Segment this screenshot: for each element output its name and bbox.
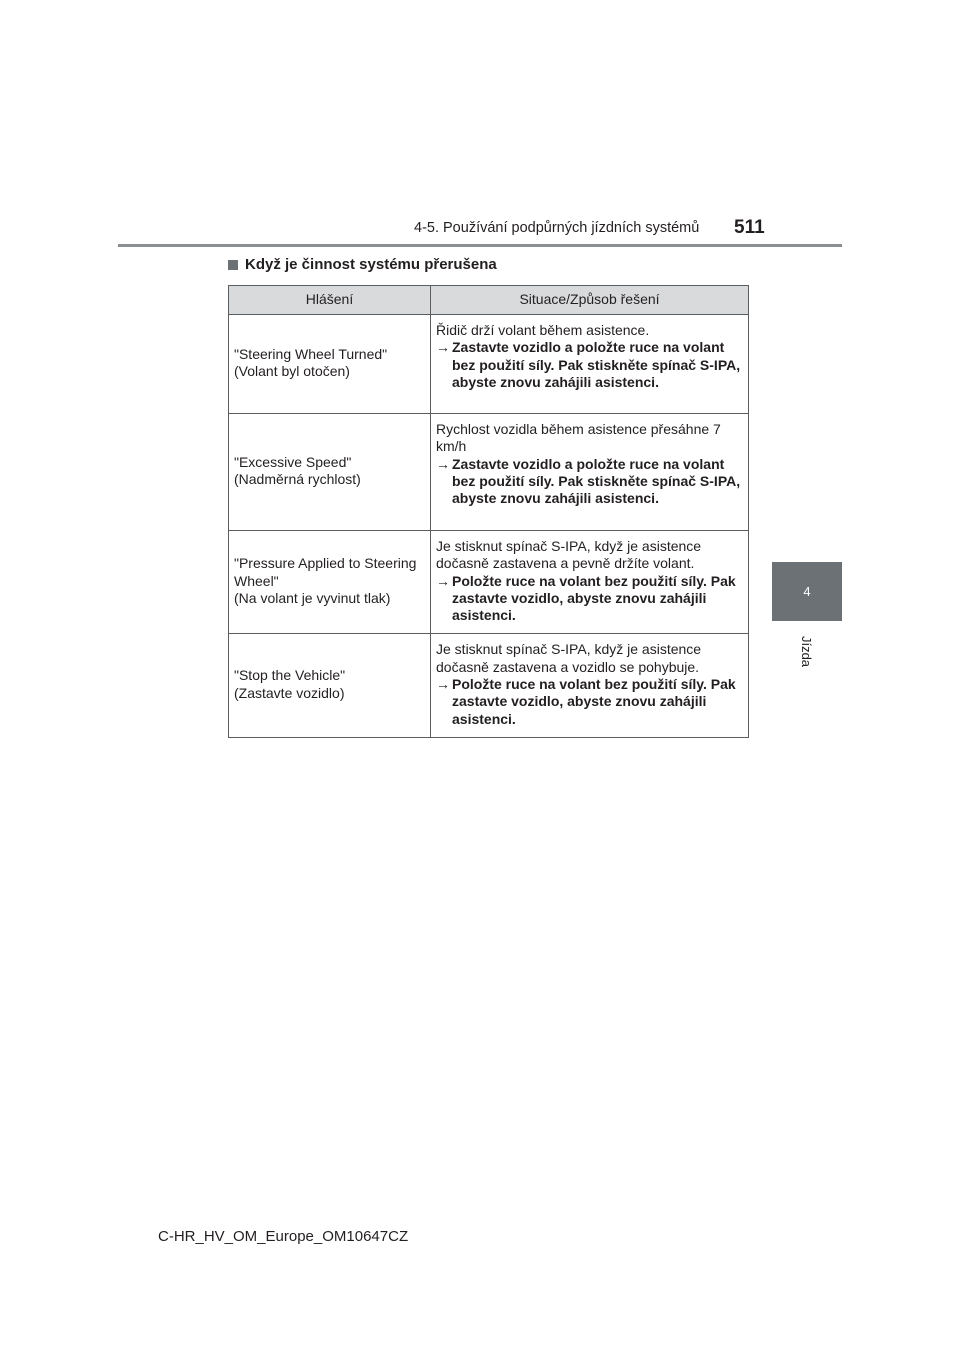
message-czech: (Na volant je vyvinut tlak) [234, 589, 391, 606]
solution-line [436, 676, 742, 728]
arrow-right-icon: → [436, 572, 450, 589]
solution-text: Zastavte vozidlo a položte ruce na volant bez použití síly. Pak stiskněte spínač S-IPA, abyste znovu zahájili asistenci. [452, 339, 741, 390]
section-heading-text: Když je činnost systému přerušena [245, 256, 497, 273]
chapter-number: 4 [803, 584, 811, 599]
situation-cell [431, 414, 749, 531]
section-heading [228, 256, 497, 273]
solution-text: Položte ruce na volant bez použití síly. Pak zastavte vozidlo, abyste znovu zahájili asistenci. [452, 572, 736, 624]
arrow-right-icon: → [436, 339, 450, 356]
message-cell [229, 634, 431, 737]
message-english: "Stop the Vehicle" [234, 667, 346, 684]
square-bullet-icon [228, 260, 238, 270]
column-header-message: Hlášení [229, 286, 431, 315]
document-code: C-HR_HV_OM_Europe_OM10647CZ [158, 1228, 409, 1245]
table-row [229, 414, 749, 531]
table-row [229, 315, 749, 414]
message-cell [229, 315, 431, 414]
arrow-right-icon: → [436, 455, 450, 472]
chapter-label [794, 631, 820, 671]
arrow-right-icon: → [436, 676, 450, 693]
message-english: "Steering Wheel Turned" [234, 345, 388, 362]
header-divider [118, 244, 842, 247]
message-czech: (Nadměrná rychlost) [234, 471, 361, 487]
message-english: "Excessive Speed" [234, 453, 352, 470]
column-header-situation: Situace/Způsob řešení [431, 286, 749, 315]
situation-text: Rychlost vozidla během asistence přesáhne 7 km/h [436, 421, 721, 455]
chapter-label-text: Jízda [799, 635, 815, 667]
situation-cell [431, 634, 749, 737]
page-number: 511 [734, 217, 765, 238]
solution-text: Zastavte vozidlo a položte ruce na volant bez použití síly. Pak stiskněte spínač S-IPA, abyste znovu zahájili asistenci. [452, 455, 741, 507]
situation-text: Řidič drží volant během asistence. [436, 322, 650, 338]
situation-cell [431, 315, 749, 414]
message-cell [229, 414, 431, 531]
table-row [229, 531, 749, 634]
solution-line [436, 456, 742, 508]
solution-line [436, 573, 742, 625]
message-cell [229, 531, 431, 634]
solution-line [436, 339, 742, 391]
situation-text: Je stisknut spínač S-IPA, když je asistence dočasně zastavena a pevně držíte volant. [436, 538, 702, 572]
message-english: "Pressure Applied to Steering Wheel" [234, 555, 417, 589]
chapter-tab[interactable] [772, 562, 842, 621]
message-table [228, 285, 749, 738]
table-header-row [229, 286, 749, 315]
message-czech: (Volant byl otočen) [234, 363, 350, 379]
message-czech: (Zastavte vozidlo) [234, 684, 345, 701]
solution-text: Položte ruce na volant bez použití síly. Pak zastavte vozidlo, abyste znovu zahájili asistenci. [452, 676, 736, 727]
table-row [229, 634, 749, 737]
section-title: 4-5. Používání podpůrných jízdních systémů [414, 220, 700, 236]
situation-text: Je stisknut spínač S-IPA, když je asistence dočasně zastavena a vozidlo se pohybuje. [436, 641, 702, 675]
situation-cell [431, 531, 749, 634]
